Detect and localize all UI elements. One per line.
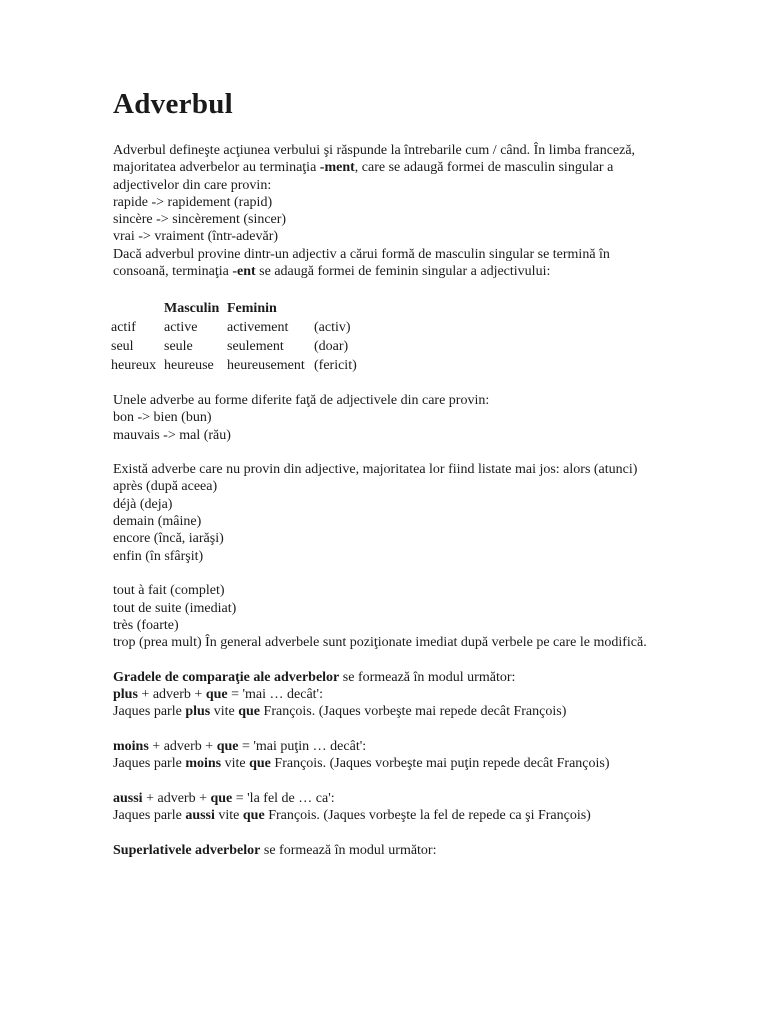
keyword: que	[238, 704, 261, 720]
adverb-item: demain (mâine)	[113, 514, 202, 530]
table-header-row	[111, 299, 374, 318]
ent-text-end: se adaugă formei de feminin singular a adjectivului:	[255, 264, 551, 280]
intro-section	[113, 142, 653, 280]
keyword: aussi	[185, 808, 215, 824]
moins-rule	[113, 738, 653, 755]
table-row	[111, 356, 374, 375]
adverb-item: enfin (în sfârşit)	[113, 548, 204, 564]
plus-example	[113, 703, 653, 720]
keyword: que	[242, 808, 265, 824]
example-text: François. (Jaques vorbeşte mai repede decât François)	[260, 704, 567, 720]
ent-paragraph	[113, 246, 653, 281]
irregular-item: bon -> bien (bun)	[113, 410, 212, 426]
superlative-heading-bold: Superlativele adverbelor	[113, 842, 261, 858]
rule-text: + adverb +	[137, 687, 206, 703]
table-cell: actif	[111, 319, 136, 335]
moins-example	[113, 755, 653, 772]
ent-suffix: -ent	[232, 264, 256, 280]
keyword: que	[216, 738, 239, 754]
irregular-intro: Unele adverbe au forme diferite faţă de adjectivele din care provin:	[113, 393, 490, 408]
keyword: que	[205, 687, 228, 703]
adverb-table	[111, 299, 374, 375]
keyword: moins	[113, 738, 149, 754]
ment-suffix: -ment	[319, 160, 355, 176]
keyword: plus	[185, 704, 211, 720]
example-text: vite	[210, 704, 239, 720]
aussi-example	[113, 807, 653, 824]
main-section	[113, 392, 653, 859]
table-cell: heureuse	[164, 357, 214, 373]
adverb-item: très (foarte)	[113, 617, 179, 633]
superlative-heading-rest: se formează în modul următor:	[260, 842, 437, 858]
adverb-item: encore (încă, iarăşi)	[113, 531, 224, 547]
rule-text: + adverb +	[142, 790, 211, 806]
keyword: que	[210, 790, 233, 806]
example-line: sincère -> sincèrement (sincer)	[113, 212, 287, 228]
intro-text-end: , care se adaugă formei de masculin singular a adjectivelor din care provin:	[113, 160, 614, 193]
spacer	[113, 773, 653, 790]
table-cell: (fericit)	[314, 357, 357, 373]
example-text: Jaques parle	[113, 808, 186, 824]
adverb-item: tout de suite (imediat)	[113, 600, 237, 616]
aussi-rule	[113, 790, 653, 807]
keyword: moins	[185, 756, 222, 772]
intro-text: Adverbul defineşte acţiunea verbului şi răspunde la întrebarile cum / când. În limba franceză, majoritatea adverbelor au terminaţia	[113, 143, 636, 176]
example-text: François. (Jaques vorbeşte mai puţin repede decât François)	[270, 756, 610, 772]
table-row	[111, 318, 374, 337]
table-cell: activement	[227, 319, 289, 335]
table-header-masculin: Masculin	[164, 300, 220, 316]
adverb-item: tout à fait (complet)	[113, 583, 225, 599]
table-row	[111, 337, 374, 356]
comparison-heading	[113, 669, 653, 686]
rule-meaning: = 'la fel de … ca':	[232, 790, 335, 806]
rule-meaning: = 'mai … decât':	[227, 687, 323, 703]
spacer	[113, 651, 653, 668]
plus-rule	[113, 686, 653, 703]
ent-text: Dacă adverbul provine dintr-un adjectiv a cărui formă de masculin singular se termină în consoană, terminaţia	[113, 246, 610, 280]
example-text: vite	[221, 756, 250, 772]
spacer	[113, 824, 653, 841]
table-cell: seul	[111, 338, 134, 354]
spacer	[113, 565, 653, 582]
example-text: Jaques parle	[113, 756, 186, 772]
adverb-item-last: trop (prea mult) În general adverbele sunt poziţionate imediat după verbele pe care le modifică.	[113, 635, 647, 651]
keyword: aussi	[113, 790, 143, 806]
spacer	[113, 444, 653, 461]
table-header-cell	[111, 299, 164, 318]
rule-meaning: = 'mai puţin … decât':	[238, 738, 367, 754]
table-header-cell	[314, 299, 374, 318]
table-cell: seulement	[227, 338, 284, 354]
table-cell: heureux	[111, 357, 157, 373]
keyword: que	[249, 756, 271, 772]
table-cell: seule	[164, 338, 193, 354]
non-adjective-intro: Există adverbe care nu provin din adjective, majoritatea lor fiind listate mai jos: alors (atunci)	[113, 462, 638, 478]
comparison-heading-bold: Gradele de comparaţie ale adverbelor	[113, 669, 340, 685]
comparison-heading-rest: se formează în modul următor:	[339, 669, 516, 685]
adverb-item: après (după aceea)	[113, 479, 218, 495]
example-line: vrai -> vraiment (într-adevăr)	[113, 229, 279, 245]
keyword: plus	[113, 687, 138, 703]
superlative-heading	[113, 842, 653, 859]
example-text: vite	[214, 808, 243, 824]
intro-paragraph	[113, 142, 653, 194]
page-title: Adverbul	[113, 88, 234, 120]
table-cell: heureusement	[227, 357, 305, 373]
adverb-item: déjà (deja)	[113, 496, 173, 512]
rule-text: + adverb +	[148, 738, 217, 754]
example-text: Jaques parle	[113, 704, 186, 720]
example-line: rapide -> rapidement (rapid)	[113, 194, 273, 210]
example-text: François. (Jaques vorbeşte la fel de repede ca şi François)	[264, 808, 591, 824]
irregular-item: mauvais -> mal (rău)	[113, 427, 231, 443]
table-cell: (doar)	[314, 338, 349, 354]
spacer	[113, 721, 653, 738]
table-cell: (activ)	[314, 319, 351, 335]
table-header-feminin: Feminin	[227, 300, 277, 316]
table-cell: active	[164, 319, 198, 335]
